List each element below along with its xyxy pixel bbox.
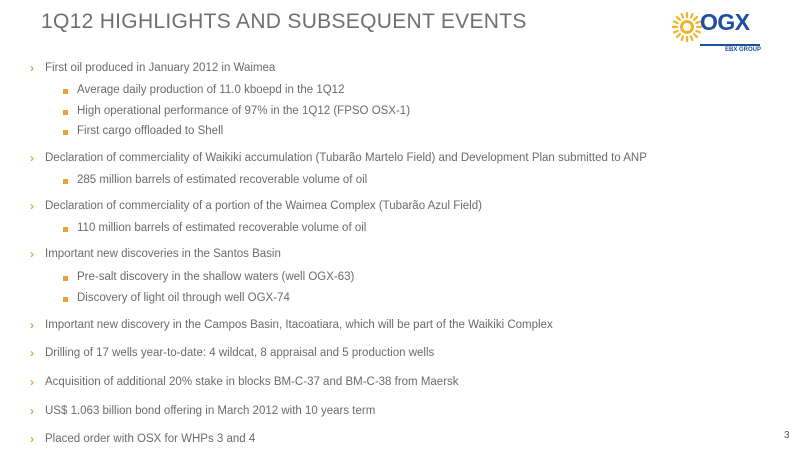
bullet-text: 110 million barrels of estimated recoverable volume of oil xyxy=(77,222,367,234)
bullet-item xyxy=(30,375,459,389)
bullet-item xyxy=(30,61,276,75)
bullet-item xyxy=(30,199,482,213)
square-bullet-icon xyxy=(63,130,68,135)
bullet-text: Declaration of commerciality of Waikiki accumulation (Tubarão Martelo Field) and Development Plan submitted to ANP xyxy=(45,152,647,164)
logo-subtitle: EBX GROUP xyxy=(725,47,762,53)
bullet-text: Acquisition of additional 20% stake in blocks BM-C-37 and BM-C-38 from Maersk xyxy=(45,376,459,388)
bullet-text: US$ 1.063 billion bond offering in March 2012 with 10 years term xyxy=(45,405,376,417)
square-bullet-icon xyxy=(63,110,68,115)
chevron-bullet-icon: › xyxy=(30,432,34,446)
chevron-bullet-icon: › xyxy=(30,61,34,75)
square-bullet-icon xyxy=(63,297,68,302)
square-bullet-icon xyxy=(63,89,68,94)
chevron-bullet-icon: › xyxy=(30,151,34,165)
square-bullet-icon xyxy=(63,179,68,184)
bullet-text: Placed order with OSX for WHPs 3 and 4 xyxy=(45,433,256,445)
bullet-text: Pre-salt discovery in the shallow waters (well OGX-63) xyxy=(77,271,355,283)
sub-bullet-item xyxy=(77,292,290,304)
bullet-item xyxy=(30,151,647,165)
bullet-text: High operational performance of 97% in the 1Q12 (FPSO OSX-1) xyxy=(77,105,411,117)
sub-bullet-item xyxy=(77,222,366,234)
chevron-bullet-icon: › xyxy=(30,404,34,418)
logo-wordmark: OGX xyxy=(700,9,750,35)
chevron-bullet-icon: › xyxy=(30,199,34,213)
bullet-text: First cargo offloaded to Shell xyxy=(77,125,224,137)
chevron-bullet-icon: › xyxy=(30,375,34,389)
bullet-text: First oil produced in January 2012 in Waimea xyxy=(45,62,276,74)
page-number: 3 xyxy=(784,430,790,441)
page-title: 1Q12 HIGHLIGHTS AND SUBSEQUENT EVENTS xyxy=(41,10,527,33)
bullet-text: 285 million barrels of estimated recoverable volume of oil xyxy=(77,174,368,186)
bullet-text: Discovery of light oil through well OGX-74 xyxy=(77,292,290,304)
chevron-bullet-icon: › xyxy=(30,247,34,261)
sub-bullet-item xyxy=(77,174,367,186)
bullet-text: Average daily production of 11.0 kboepd in the 1Q12 xyxy=(77,84,345,96)
bullet-item xyxy=(30,318,553,332)
sub-bullet-item xyxy=(77,84,344,96)
sub-bullet-item xyxy=(77,105,410,117)
chevron-bullet-icon: › xyxy=(30,346,34,360)
bullet-item xyxy=(30,247,281,261)
sub-bullet-item xyxy=(77,271,354,283)
sub-bullet-item xyxy=(77,125,223,137)
bullet-text: Important new discoveries in the Santos Basin xyxy=(45,248,281,260)
chevron-bullet-icon: › xyxy=(30,318,34,332)
bullet-item xyxy=(30,346,435,360)
bullet-text: Important new discovery in the Campos Basin, Itacoatiara, which will be part of the Waikiki Complex xyxy=(45,319,553,331)
square-bullet-icon xyxy=(63,227,68,232)
bullet-text: Declaration of commerciality of a portion of the Waimea Complex (Tubarão Azul Field) xyxy=(45,200,482,212)
bullet-item xyxy=(30,432,256,446)
bullet-item xyxy=(30,404,376,418)
square-bullet-icon xyxy=(63,276,68,281)
bullet-text: Drilling of 17 wells year-to-date: 4 wildcat, 8 appraisal and 5 production wells xyxy=(45,347,435,359)
